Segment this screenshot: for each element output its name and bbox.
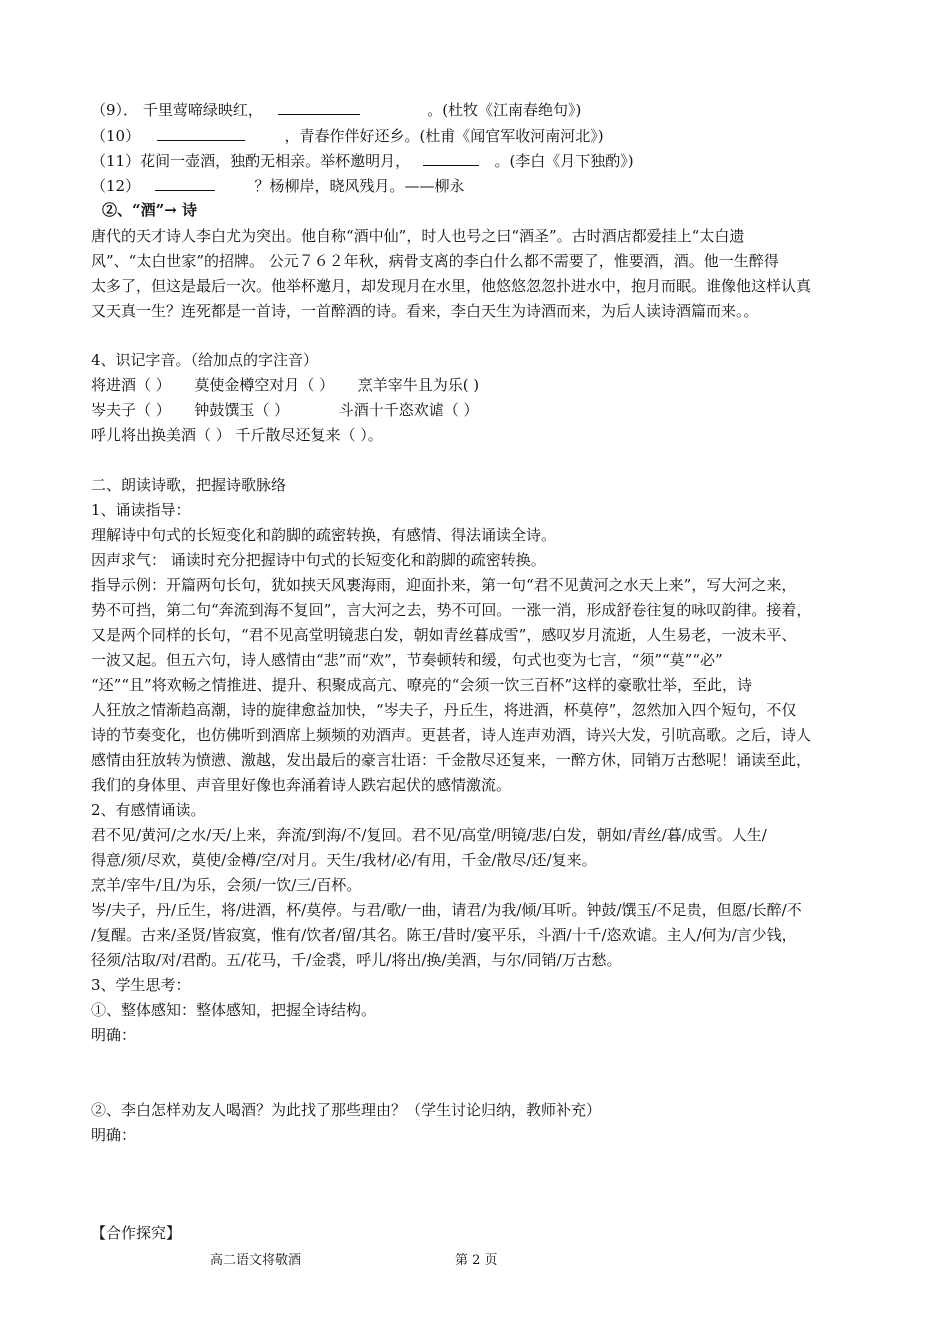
guide-line: 我们的身体里、声音里好像也奔涌着诗人跌宕起伏的感情激流。	[91, 776, 512, 794]
pronounce-item: 斗酒十千恣欢谑（ ）	[338, 401, 479, 419]
reading-line: 径须/沽取/对/君酌。五/花马，千/金裘，呼儿/将出/换/美酒，与尔/同销/万古愁。	[91, 951, 622, 969]
guide-line: 指导示例：开篇两句长句，犹如挟天风裹海雨，迎面扑来，第一句“君不见黄河之水天上来”，写大河之来，	[91, 576, 797, 594]
paragraph-line: 唐代的天才诗人李白尤为突出。他自称“酒中仙”，时人也号之曰“酒圣”。古时酒店都爱挂上“太白遗	[91, 227, 745, 245]
pronounce-row-3: 呼儿将出换美酒（ ） 千斤散尽还复来（ ）。	[91, 426, 383, 444]
q9-source: 。(杜牧《江南春绝句》)	[427, 101, 582, 119]
question-1: ①、整体感知：整体感知，把握全诗结构。	[91, 1001, 377, 1019]
reading-line: 得意/须/尽欢，莫使/金樽/空/对月。天生/我材/必/有用，千金/散尽/还/复来。	[91, 851, 597, 869]
part2-step-1b: 因声求气： 诵读时充分把握诗中句式的长短变化和韵脚的疏密转换。	[91, 551, 546, 569]
pronounce-row-1	[91, 375, 479, 395]
part2-step-1: 1、诵读指导：	[91, 501, 191, 519]
paragraph-line: 太多了，但这是最后一次。他举杯邀月，却发现月在水里，他悠悠忽忽扑进水中，抱月而眠。谁像他这样认真	[91, 277, 812, 295]
poem-line-9	[91, 100, 581, 120]
q12-text: ？杨柳岸，晓风残月。——柳永	[254, 177, 465, 195]
q11-blank[interactable]	[423, 151, 479, 166]
q10-number: （10）	[91, 127, 141, 145]
paragraph-line: 又天真一生？连死都是一首诗，一首醉酒的诗。看来，李白天生为诗酒而来，为后人读诗酒篇而来。。	[91, 302, 759, 320]
part2-step-3: 3、学生思考：	[91, 976, 191, 994]
pronounce-item: 烹羊宰牛且为乐( )	[357, 376, 480, 394]
footer-title: 高二语文将敬酒	[210, 1253, 302, 1268]
poem-line-12	[91, 176, 464, 196]
part2-step-2: 2、有感情诵读。	[91, 801, 206, 819]
answer-label-2: 明确：	[91, 1126, 137, 1144]
q9-number: （9）．	[91, 101, 139, 119]
pronounce-item: 莫使金樽空对月（ ）	[194, 376, 335, 394]
pronounce-title: 4、识记字音。（给加点的字注音）	[91, 351, 319, 369]
guide-line: 感情由狂放转为愤懑、激越，发出最后的豪言壮语：千金散尽还复来，一醉方休，同销万古愁呢！诵读至此，	[91, 751, 812, 769]
pronounce-item: 岑夫子（ ）	[91, 401, 171, 419]
poem-line-11	[91, 151, 634, 171]
part2-step-1a: 理解诗中句式的长短变化和韵脚的疏密转换，有感情、得法诵读全诗。	[91, 526, 557, 544]
answer-label-1: 明确：	[91, 1026, 137, 1044]
q11-source: 。(李白《月下独酌》)	[494, 152, 634, 170]
footer-page-number: 第 2 页	[455, 1253, 498, 1268]
reading-line: /复醒。古来/圣贤/皆寂寞，惟有/饮者/留/其名。陈王/昔时/宴平乐，斗酒/十千/恣欢谑。主人/何为/言少钱，	[91, 926, 797, 944]
pronounce-row-2	[91, 400, 478, 420]
q11-text: （11）花间一壶酒，独酌无相亲。举杯邀明月，	[91, 152, 411, 170]
q9-blank[interactable]	[278, 100, 360, 115]
q10-text: ，青春作伴好还乡。(杜甫《闻官军收河南河北》)	[284, 127, 604, 145]
section-heading-wine-poetry: ②、“酒”→ 诗	[102, 201, 198, 219]
q12-blank[interactable]	[155, 176, 215, 191]
paragraph-line: 风”、“太白世家”的招牌。 公元７６２年秋，病骨支离的李白什么都不需要了，惟要酒，酒。他一生醉得	[91, 252, 779, 270]
guide-line: 又是两个同样的长句，“君不见高堂明镜悲白发，朝如青丝暮成雪”，感叹岁月流逝，人生易老，一波未平、	[91, 626, 797, 644]
cooperation-heading: 【合作探究】	[91, 1224, 182, 1242]
question-2: ②、李白怎样劝友人喝酒？为此找了那些理由？（学生讨论归纳，教师补充）	[91, 1101, 602, 1119]
guide-line: 诗的节奏变化，也仿佛听到酒席上频频的劝酒声。更甚者，诗人连声劝酒，诗兴大发，引吭高歌。之后，诗人	[91, 726, 812, 744]
reading-line: 岑/夫子，丹/丘生，将/进酒，杯/莫停。与君/歌/一曲，请君/为我/倾/耳听。钟鼓/馔玉/不足贵，但愿/长醉/不	[91, 901, 802, 919]
q10-blank[interactable]	[157, 126, 245, 141]
q9-text: 千里莺啼绿映红，	[142, 101, 263, 119]
pronounce-item: 钟鼓馔玉（ ）	[194, 401, 290, 419]
pronounce-item: 将进酒（ ）	[91, 376, 171, 394]
guide-line: 人狂放之情渐趋高潮，诗的旋律愈益加快，“岑夫子，丹丘生，将进酒，杯莫停”，忽然加入四个短句，不仅	[91, 701, 797, 719]
reading-line: 烹羊/宰牛/且/为乐，会须/一饮/三/百杯。	[91, 876, 362, 894]
guide-line: “还”“且”将欢畅之情推进、提升、积聚成高亢、嘹亮的“会须一饮三百杯”这样的豪歌壮举，至此，诗	[91, 676, 753, 694]
reading-line: 君不见/黄河/之水/天/上来，奔流/到海/不/复回。君不见/高堂/明镜/悲/白发，朝如/青丝/暮/成雪。人生/	[91, 826, 767, 844]
guide-line: 势不可挡，第二句“奔流到海不复回”，言大河之去，势不可回。一涨一消，形成舒卷往复的咏叹韵律。接着，	[91, 601, 812, 619]
guide-line: 一波又起。但五六句，诗人感情由“悲”而“欢”，节奏顿转和缓，句式也变为七言，“须”“莫”“必”	[91, 651, 723, 669]
poem-line-10	[91, 126, 604, 146]
q12-number: （12）	[91, 177, 141, 195]
part2-title: 二、朗读诗歌，把握诗歌脉络	[91, 476, 287, 494]
